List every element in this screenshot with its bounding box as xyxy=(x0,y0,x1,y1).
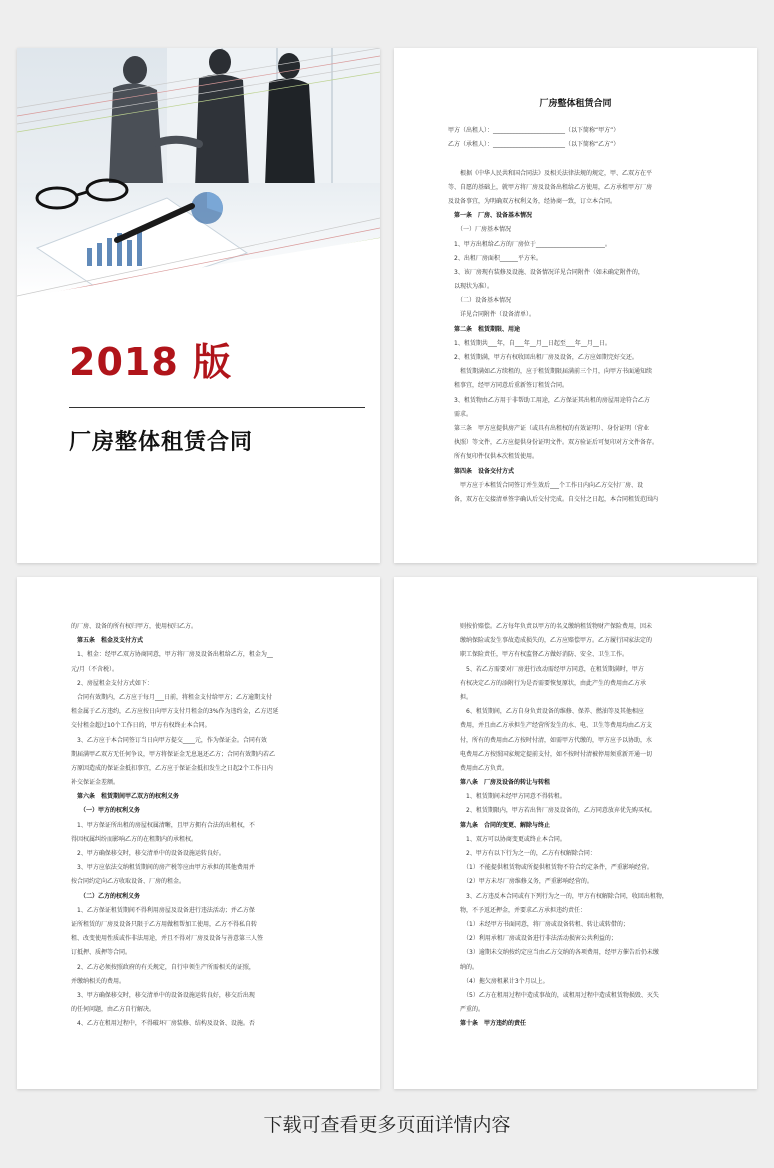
text-line: 费用由乙方负责。 xyxy=(460,764,509,772)
text-line: （1）不能提供租赁物或所提供租赁物不符合约定条件，严重影响经营。 xyxy=(460,864,653,872)
contract-page-2 xyxy=(17,577,380,1089)
text-line: 得因权属纠纷而影响乙方的在租期内的承租权。 xyxy=(71,835,198,843)
text-line: 及设备事宜，为明确双方权利义务，经协商一致，订立本合同。 xyxy=(448,197,617,205)
text-line: 第五条 租金及支付方式 xyxy=(71,637,144,645)
text-line: 3、甲方应依法交纳租赁期间的房产税等应由甲方承担的其他费用并 xyxy=(71,864,255,872)
text-line: 期届满甲乙双方无任何争议，甲方将保证金无息退还乙方；合同有效期内若乙 xyxy=(71,750,276,758)
text-line: （1）未经甲方书面同意，将厂房或设备转租、转让或转借的； xyxy=(460,920,629,928)
text-line: 严重的。 xyxy=(460,1006,485,1014)
text-line: 担。 xyxy=(460,693,473,701)
text-line: 5、若乙方需要对厂房进行改动需经甲方同意，在租赁期满时，甲方 xyxy=(460,665,644,673)
text-line: 的任何问题，由乙方自行解决。 xyxy=(71,1006,156,1014)
text-line: （3）逾期未交纳按约定应当由乙方交纳的各项费用，经甲方催告后仍未缴 xyxy=(460,949,659,957)
text-line: 以现状为准）。 xyxy=(448,283,494,291)
text-line: 第六条 租赁期间甲乙双方的权利义务 xyxy=(71,793,180,801)
text-line: 3、乙方违反本合同或有下列行为之一的，甲方有权解除合同，收回出租物， xyxy=(460,892,668,900)
contract-title: 厂房整体租赁合同 xyxy=(539,99,612,109)
text-line: 则按价赔偿。乙方每年负责以甲方的名义缴纳租赁物财产保险费用，因未 xyxy=(460,623,653,630)
cover-business-photo xyxy=(17,48,380,298)
text-line: 备，双方在交接清单签字确认后交付完成。自交付之日起，本合同租赁范围内 xyxy=(448,495,659,503)
text-line: 3、乙方应于本合同签订当日向甲方提交____元，作为保证金。合同有效 xyxy=(71,736,267,744)
text-line: 3、甲方确保移交时，移交清单中的设备设施运转良好，移交后出现 xyxy=(71,991,255,999)
cover-year: 2018 版 xyxy=(69,340,232,384)
text-line: 2、租赁期满，甲方有权收回出租厂房及设备，乙方应如期完好交还。 xyxy=(448,354,638,361)
text-line: 租赁期满如乙方续租的，应于租赁期限届满前三个月，向甲方书面通知续 xyxy=(448,368,653,376)
text-line: 物，不予返还押金，并要求乙方承担违约责任： xyxy=(460,906,587,914)
cover-divider xyxy=(69,407,365,408)
text-line: 2、甲方有以下行为之一的，乙方有权解除合同： xyxy=(460,850,596,857)
text-line: 需求。 xyxy=(448,410,473,418)
text-line: 第九条 合同的变更、解除与终止 xyxy=(460,821,551,829)
text-line: 的厂房、设备的所有权归甲方，使用权归乙方。 xyxy=(71,623,198,630)
text-line: （5）乙方在租用过程中造成事故的，或租用过程中造成租赁物损毁、灭失 xyxy=(460,991,659,999)
text-line: （4）拖欠房租累计3个月以上。 xyxy=(460,977,549,985)
text-line: 第三条 甲方应提供房产证（或具有出租权的有效证明）、身份证明（营业 xyxy=(448,424,650,432)
text-line: 第八条 厂房及设备的转让与转租 xyxy=(460,779,551,787)
text-line: 2、出租厂房面积______平方米。 xyxy=(448,254,542,262)
text-line: 执照）等文件，乙方应提供身份证明文件。双方验证后可复印对方文件备存。 xyxy=(448,439,659,447)
text-line: 6、租赁期间，乙方自身负责设备的维修、保养、燃油等及其他相应 xyxy=(460,708,644,716)
text-line: 1、租金：经甲乙双方协商同意，甲方将厂房及设备出租给乙方，租金为__ xyxy=(71,651,273,659)
text-line: 3、该厂房现有装修及设施、设备情况详见合同附件（如未确定附件的， xyxy=(448,268,644,276)
text-line: 甲方（出租人）：________________________（以下简称“甲方”） xyxy=(448,127,620,134)
text-line: 第四条 设备交付方式 xyxy=(448,467,515,475)
text-line: （一）厂房基本情况 xyxy=(448,226,512,234)
text-line: 第十条 甲方违约的责任 xyxy=(460,1020,527,1028)
text-line: 等、自愿的基础上，就甲方将厂房及设备出租给乙方使用，乙方承租甲方厂房 xyxy=(448,183,653,191)
text-line: 3、租赁物由乙方用于非帮助工用途，乙方保证其出租的房屋用途符合乙方 xyxy=(448,396,650,404)
text-line: 交付租金超过10个工作日的，甲方有权终止本合同。 xyxy=(71,722,211,730)
text-line: 元/月（不含税）。 xyxy=(71,665,119,673)
text-line: 1、租赁期共___年，自___年__月__日起至___年__月__日。 xyxy=(448,339,611,347)
contract-page-1 xyxy=(394,48,757,563)
text-line: 1、双方可以协商变更或终止本合同。 xyxy=(460,835,566,843)
text-line: 租金属于乙方违约，乙方应按日向甲方支付月租金的3%作为违约金，乙方迟延 xyxy=(71,708,279,716)
text-line: 2、房屋租金支付方式如下： xyxy=(71,679,153,687)
text-line: （二）乙方的权利义务 xyxy=(71,892,141,900)
text-line: 2、租赁期限内，甲方若出售厂房及设备的，乙方同意放弃优先购买权。 xyxy=(460,807,656,815)
text-line: （2）利用承租厂房或设备进行非法活动损害公共利益的； xyxy=(460,935,617,943)
text-line: 1、租赁期间未经甲方同意不得转租。 xyxy=(460,793,566,801)
text-line: 并缴纳相关的费用。 xyxy=(71,977,126,985)
text-line: 按合同约定向乙方收取设备、厂房的租金。 xyxy=(71,878,186,886)
text-line: 甲方应于本租赁合同签订并生效后___个工作日内向乙方交付厂房、设 xyxy=(448,481,644,489)
text-line: 证所租赁的厂房及设备只限于乙方用做租帮加工使用，乙方不得私自转 xyxy=(71,920,258,928)
text-line: 租事宜，经甲方同意后重新签订租赁合同。 xyxy=(448,382,569,390)
contract-body xyxy=(71,620,329,1031)
text-line xyxy=(448,152,706,166)
text-line: 1、甲方出租给乙方的厂房位于_______________________。 xyxy=(448,240,611,248)
text-line: 第一条 厂房、设备基本情况 xyxy=(448,212,533,220)
contract-body xyxy=(460,620,718,1031)
text-line: 方原因造成的保证金抵扣事宜，乙方应于保证金抵扣发生之日起2个工作日内 xyxy=(71,764,273,772)
download-more-notice[interactable]: 下载可查看更多页面详情内容 xyxy=(263,1114,511,1136)
text-line: 缴纳保险或发生事故造成损失的，乙方应赔偿甲方。乙方履行国家法定的 xyxy=(460,637,653,645)
text-line: 合同有效期内，乙方应于每月___日前，将租金支付给甲方；乙方逾期支付 xyxy=(71,693,273,701)
text-line: 所有复印件仅供本次租赁使用。 xyxy=(448,453,539,461)
contract-body xyxy=(448,124,706,507)
cover-page xyxy=(17,48,380,563)
text-line: 租、改变使用性质或作非法用途，并且不得对厂房及设备与善意第三人签 xyxy=(71,935,264,943)
text-line: 1、乙方保证租赁期间不得利用房屋及设备进行违法活动；并乙方保 xyxy=(71,906,255,914)
text-line: 纳的。 xyxy=(460,963,479,971)
text-line: 补交保证金差额。 xyxy=(71,779,120,787)
text-line: 4、乙方在租用过程中，不得破坏厂房装修、结构及设备、设施。否 xyxy=(71,1020,255,1028)
text-line: （一）甲方的权利义务 xyxy=(71,807,141,815)
text-line: 订抵押、质押等合同。 xyxy=(71,949,132,957)
text-line: 1、甲方保证所出租的房屋权属清晰，且甲方拥有合法的出租权，不 xyxy=(71,821,255,829)
text-line: 费用，并且由乙方承担生产经营所发生的水、电、卫生等费用均由乙方支 xyxy=(460,722,653,730)
text-line: （二）设备基本情况 xyxy=(448,297,512,305)
text-line: （2）甲方未尽厂房维修义务，严重影响经营的。 xyxy=(460,878,593,886)
text-line: 2、乙方必须按照政府的有关规定，自行申领生产所需相关的证照， xyxy=(71,963,255,971)
text-line: 付，所有的费用由乙方按时付清，如需甲方代缴的，甲方应予以协助，水 xyxy=(460,736,653,744)
text-line: 2、甲方确保移交时，移交清单中的设备设施运转良好。 xyxy=(71,850,225,857)
text-line: 电费用乙方按照国家规定提前支付，如不按时付清被停用须重新开通一切 xyxy=(460,750,653,758)
contract-page-3 xyxy=(394,577,757,1089)
cover-title: 厂房整体租赁合同 xyxy=(69,430,254,455)
text-line: 详见合同附件（设备清单）。 xyxy=(448,311,536,319)
text-line: 有权决定乙方的添附行为是否需要恢复原状，由此产生的费用由乙方承 xyxy=(460,679,647,687)
text-line: 职工保险责任，甲方有权监督乙方做好消防、安全、卫生工作。 xyxy=(460,651,629,659)
text-line: 乙方（承租人）：________________________（以下简称“乙方”） xyxy=(448,141,620,149)
text-line: 根据《中华人民共和国合同法》及相关法律法规的规定，甲、乙双方在平 xyxy=(448,169,653,177)
text-line: 第二条 租赁期限、用途 xyxy=(448,325,521,333)
